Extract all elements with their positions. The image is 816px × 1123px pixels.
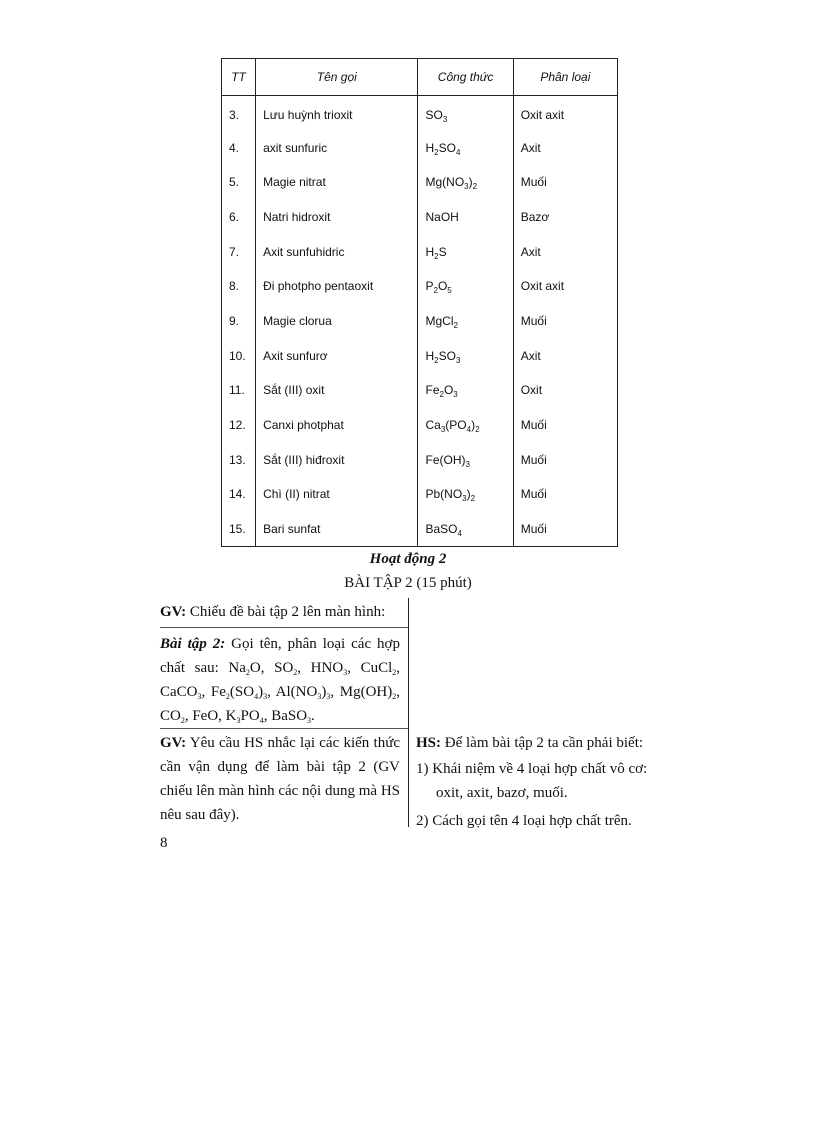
hs-item-2: 2) Cách gọi tên 4 loại hợp chất trên. — [416, 813, 632, 829]
exercise-2 — [160, 632, 400, 728]
row-number: 5. — [222, 165, 256, 200]
table-row — [222, 373, 618, 408]
activity-subtitle: BÀI TẬP 2 (15 phút) — [344, 575, 472, 591]
row-number: 6. — [222, 200, 256, 235]
gv-label: GV: — [160, 735, 187, 751]
compound-name: Đi photpho pentaoxit — [256, 269, 418, 304]
table-row — [222, 165, 618, 200]
compound-name: Natri hidroxit — [256, 200, 418, 235]
table-row — [222, 269, 618, 304]
row-number: 9. — [222, 304, 256, 339]
compound-formula: $Fe(OH)_3$ — [418, 442, 513, 477]
table-row — [222, 338, 618, 373]
compound-type: Axit — [513, 338, 617, 373]
row-divider — [160, 627, 408, 628]
row-number: 10. — [222, 338, 256, 373]
compound-name: Axit sunfuhidric — [256, 234, 418, 269]
compound-type: Muối — [513, 477, 617, 512]
compound-formula: $Pb(NO_3)_2$ — [418, 477, 513, 512]
compound-formula: $Mg(NO_3)_2$ — [418, 165, 513, 200]
compound-formula: $H_2SO_3$ — [418, 338, 513, 373]
compound-name: Canxi photphat — [256, 408, 418, 443]
compound-formula: NaOH — [418, 200, 513, 235]
table-header-row — [222, 59, 618, 96]
compound-formula: $Ca_3(PO_4)_2$ — [418, 408, 513, 443]
compound-name: Lưu huỳnh trioxit — [256, 96, 418, 131]
compound-type: Muối — [513, 442, 617, 477]
compound-name: axit sunfuric — [256, 130, 418, 165]
page-number: 8 — [160, 835, 168, 851]
table-row — [222, 442, 618, 477]
compound-name: Magie nitrat — [256, 165, 418, 200]
table-row — [222, 408, 618, 443]
compound-name: Axit sunfurơ — [256, 338, 418, 373]
compound-type: Muối — [513, 304, 617, 339]
row-number: 12. — [222, 408, 256, 443]
row-number: 14. — [222, 477, 256, 512]
hs-label: HS: — [416, 735, 442, 751]
compound-formula: MgCl$_2$ — [418, 304, 513, 339]
table-row — [222, 477, 618, 512]
row-number: 11. — [222, 373, 256, 408]
hs-item-1: 1) Khái niệm về 4 loại hợp chất vô cơ: oxit, axit, bazơ, muối. — [416, 761, 648, 801]
compound-type: Muối — [513, 512, 617, 547]
header-tt: TT — [222, 59, 256, 96]
table-row — [222, 304, 618, 339]
header-name: Tên gọi — [256, 59, 418, 96]
hs-answer — [416, 731, 661, 833]
row-divider — [160, 728, 408, 729]
compound-type: Muối — [513, 408, 617, 443]
row-number: 8. — [222, 269, 256, 304]
compound-name: Chì (II) nitrat — [256, 477, 418, 512]
compound-name: Bari sunfat — [256, 512, 418, 547]
table-row — [222, 130, 618, 165]
gv-text: Chiếu đề bài tập 2 lên màn hình: — [186, 604, 386, 620]
compounds-table — [221, 58, 618, 547]
compound-formula: $SO_3$ — [418, 96, 513, 131]
compound-formula: BaSO$_4$ — [418, 512, 513, 547]
exercise-label: Bài tập 2: — [160, 636, 226, 652]
compound-formula: $H_2S$ — [418, 234, 513, 269]
compound-type: Oxit — [513, 373, 617, 408]
gv-instruction-1 — [160, 600, 400, 624]
compound-type: Axit — [513, 234, 617, 269]
table-row — [222, 234, 618, 269]
gv-text: Yêu cầu HS nhắc lại các kiến thức cần vận dụng để làm bài tập 2 (GV chiếu lên màn hình các nội dung mà HS nêu sau đây). — [160, 735, 400, 823]
compound-formula: $H_2SO_4$ — [418, 130, 513, 165]
compound-formula: $P_2O_5$ — [418, 269, 513, 304]
activity-title: Hoạt động 2 — [369, 551, 447, 567]
compound-name: Sắt (III) oxit — [256, 373, 418, 408]
compound-type: Muối — [513, 165, 617, 200]
compound-type: Oxit axit — [513, 269, 617, 304]
column-divider — [408, 598, 409, 827]
row-number: 7. — [222, 234, 256, 269]
compound-name: Sắt (III) hiđroxit — [256, 442, 418, 477]
table-row — [222, 96, 618, 131]
row-number: 15. — [222, 512, 256, 547]
compound-type: Oxit axit — [513, 96, 617, 131]
hs-text: Để làm bài tập 2 ta cần phải biết: — [441, 735, 644, 751]
exercise-text: Gọi tên, phân loại các hợp chất sau: $Na_2O$, $SO_2$, $HNO_3$, CuCl$_2$, CaCO$_3$, $Fe_2(SO_4)_3$, $Al(NO_3)_3$, $Mg(OH)_2$, $CO_2$, FeO, $K_3PO_4$, BaSO$_3$. — [160, 636, 400, 725]
gv-label: GV: — [160, 604, 187, 620]
table-row — [222, 200, 618, 235]
header-formula: Công thức — [418, 59, 513, 96]
row-number: 13. — [222, 442, 256, 477]
row-number: 4. — [222, 130, 256, 165]
compound-name: Magie clorua — [256, 304, 418, 339]
table-row — [222, 512, 618, 547]
compound-formula: $Fe_2O_3$ — [418, 373, 513, 408]
gv-instruction-2 — [160, 731, 400, 827]
compound-type: Axit — [513, 130, 617, 165]
header-type: Phân loại — [513, 59, 617, 96]
compound-type: Bazơ — [513, 200, 617, 235]
row-number: 3. — [222, 96, 256, 131]
